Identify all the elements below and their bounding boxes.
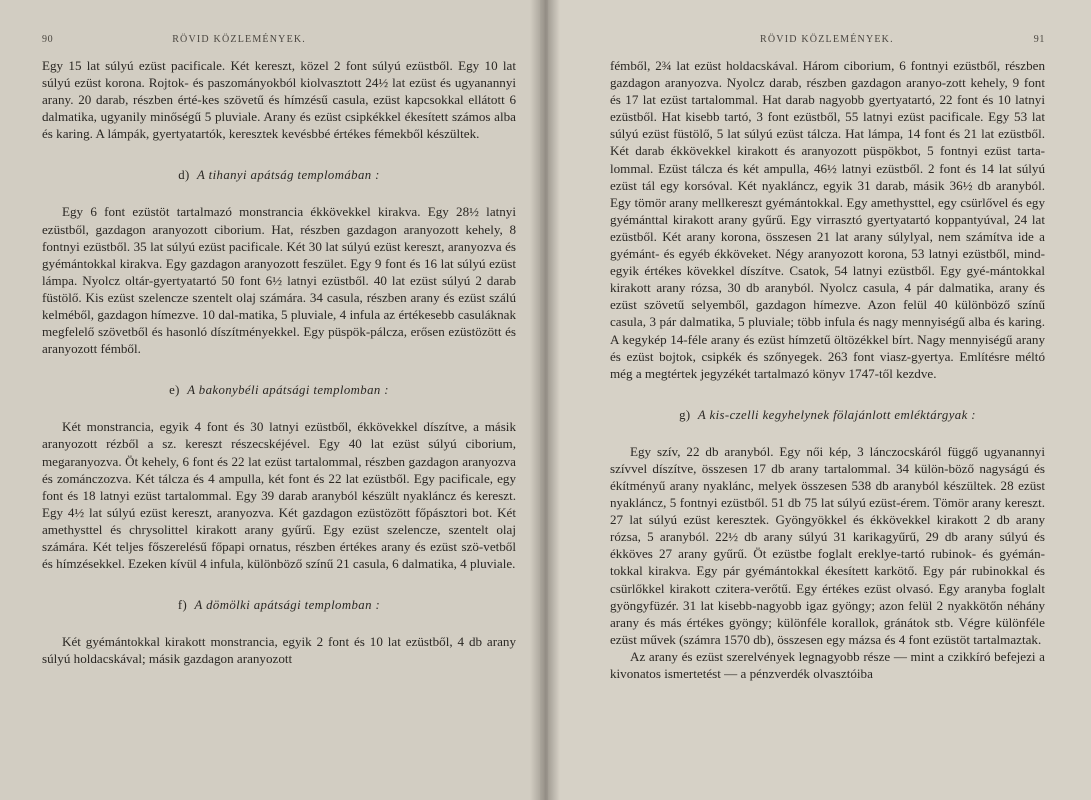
book-gutter-shadow: [530, 0, 560, 800]
right-page-header: [610, 34, 1045, 45]
section-e-heading: [42, 383, 516, 398]
right-page: [548, 0, 1091, 800]
intro-paragraph: Egy 15 lat súlyú ezüst pacificale. Két kereszt, közel 2 font súlyú ezüstből. Egy 10 lat súlyú ezüst korona. Rojtok- és paszományokból kiolvasztott 24½ lat ezüst és ugyanannyi arany. 20 darab, részben érté-kes szövetű és hímzésű casula, ezüst kapcsokkal ellátott 6 dalmatika, ugyanily minőségű 5 pluviale. Arany és ezüst csipkékkel ékesített számos alba és karing. A lámpák, gyertyatartók, keresztek kevésbbé értékes fémekből készültek.: [42, 58, 516, 142]
section-letter: d): [178, 168, 190, 183]
closing-paragraph: Az arany és ezüst szerelvények legnagyobb része — mint a czikkíró befejezi a kivonatos ismertetést — a pénzverdék olvasztóiba: [610, 648, 1045, 681]
section-g-text: Egy szív, 22 db aranyból. Egy női kép, 3 lánczocskáról függő ugyanannyi szívvel díszítve, összesen 17 db arany tartalommal. 34 külön-böző nagyságú és ékítményű arany nyaklánc, melyek összesen 538 db aranyból készültek. 28 ezüst nyakláncz, 5 fontnyi ezüstből. 51 db 75 lat súlyú ezüst-érem. Tömör arany kereszt. 27 lat súlyú ezüst keresztek. Gyöngyökkel és ékkövekkel kirakott 2 db arany rózsa, 5 aranyból. 22½ db arany súlyú 31 karikagyűrű, 29 db arany súlyú és ékköves 27 arany gyűrű. Öt ezüstbe foglalt ereklye-tartó rubinok- és gyémán-tokkal kirakva. Egy pár gyémántokkal ékesített karkötő. Egy pár rubinokkal és csürlőkkel kirakott czitera-verőtű. Egy értékes ezüst olvasó. Egy aranyba foglalt gyöngyfüzér. 31 lat kisebb-nagyobb igaz gyöngy; azon felül 2 nyakkötőn néhány arany és más értékes gyöngy; különféle korallok, gránátok stb. Végre különféle ezüst művek (számra 1570 db), összesen egy mázsa és 4 font ezüstöt tartalmaztak.: [610, 443, 1045, 647]
running-head: RÖVID KÖZLEMÉNYEK.: [172, 34, 306, 45]
left-page: [0, 0, 540, 800]
page-number: 91: [1033, 34, 1045, 45]
section-letter: g): [679, 407, 691, 422]
left-page-header: [42, 34, 516, 45]
section-title: A bakonybéli apátsági templomban :: [187, 383, 389, 398]
continued-paragraph: fémből, 2¾ lat ezüst holdacskával. Három ciborium, 6 fontnyi ezüstből, részben gazdagon aranyozva. Nyolcz darab, részben gazdagon aranyo-zott kehely, 9 font és 17 lat ezüst tartalommal. Hat darab nagyobb gyertyatartó, 22 font és 10 latnyi ezüstből. Hat kisebb tartó, 3 font ezüstből, 55 latnyi ezüst pacificale. Egy 53 lat súlyú ezüst füstölő, 5 lat súlyú ezüst tálcza. Hat lámpa, 14 font és 21 lat ezüstből. Két darab ékkövekkel kirakott és aranyozott püspökbot, 5 fontnyi ezüst tarta-lommal. Ezüst tálcza és két ampulla, 46½ latnyi ezüstből. 2 font és 14 lat súlyú ezüst tál egy korsóval. Két nyakláncz, egyik 31 darab, másik 36½ db aranyból. Egy tömör arany mellkereszt gyémántokkal. Egy amethysttel, egy csürlővel és egy gyémánttal kirakott arany gyűrű. Egy virrasztó gyertyatartó koppantyúval, 24 lat ezüstből. Két arany korona, összesen 21 lat arany súlylyal, nem számítva ide a gyémánt- és egyéb ékköveket. Négy aranyozott korona, 53 latnyi ezüstből, mind-egyik értékes kövekkel díszítve. Csatok, 54 latnyi ezüstből. Egy gyé-mántokkal kirakott arany rózsa, 30 db aranyból. Nyolcz casula, 4 pár dalmatika, arany és ezüst szövetű selyemből, gazdagon hímezve. Azon felül 40 különböző színű casula, 3 pár dalmatika, 5 pluviale; több infula és nagy mennyiségű alba és karing. A kegykép 14-féle arany és ezüst hímzetű öltözékkel bírt. Nagy mennyiségű arany és ezüst bojtok, csipkék és szőnyegek. 263 font viasz-gyertya. Említésre méltó még a megtértek jegyzékét tartalmazó könyv 1747-től kezdve.: [610, 58, 1045, 381]
section-d-heading: [42, 168, 516, 183]
section-d-text: Egy 6 font ezüstöt tartalmazó monstrancia ékkövekkel kirakva. Egy 28½ latnyi ezüstből, gazdagon aranyozott ciborium. Hat, részben gazdagon aranyozott kehely, 8 fontnyi ezüstből. 35 lat súlyú ezüst pacificale. Két 30 lat súlyú ezüst kereszt, aranyozva és gyémántokkal kirakva. Egy gazdagon aranyozott feszület. Egy 9 font és 16 lat súlyú ezüst lámpa. Nyolcz oltár-gyertyatartó 50 font 6½ latnyi ezüstből. 40 lat ezüst súlyú 2 darab füstölő. Kis ezüst szelencze szentelt olaj számára. 34 casula, részben arany és ezüst szálú kelméből, gazdagon hímezve. 10 dal-matika, 5 pluviale, 4 infula az értékesebb casuláknak megfelelő szövetből és hasonló díszítményekkel. Egy püspök-pálcza, erősen ezüstözött és aranyozott fémből.: [42, 204, 516, 357]
running-head: RÖVID KÖZLEMÉNYEK.: [760, 34, 894, 45]
section-letter: f): [177, 598, 188, 613]
section-g-heading: [610, 408, 1045, 423]
section-f-text: Két gyémántokkal kirakott monstrancia, egyik 2 font és 10 lat ezüstből, 4 db arany súlyú holdacskával; másik gazdagon aranyozott: [42, 634, 516, 667]
section-letter: e): [169, 383, 180, 398]
section-title: A tihanyi apátság templomában :: [197, 168, 380, 183]
page-number: 90: [42, 34, 54, 45]
section-f-heading: [42, 598, 516, 613]
section-title: A dömölki apátsági templomban :: [194, 598, 381, 613]
section-title: A kis-czelli kegyhelynek fölajánlott emléktárgyak :: [697, 407, 976, 422]
section-e-text: Két monstrancia, egyik 4 font és 30 latnyi ezüstből, ékkövekkel díszítve, a másik aranyozott rézből a sz. kereszt részecskéjével. Egy 40 lat ezüst súlyú ciborium, megaranyozva. Öt kehely, 6 font és 22 lat ezüst tartalommal, részben gazdagon aranyozva és zománczozva. Két tálcza és 4 ampulla, két font és 22 lat ezüstből. Egy pacificale, egy font és 18 latnyi ezüst tartalommal. Egy 39 darab aranyból készült nyakláncz és kereszt. Egy 4½ lat súlyú ezüst kereszt, aranyozva. Két gazdagon ezüstözött főpásztori bot. Két amethysttel és chrysolittel kirakott arany gyűrű. Egy ezüst szelencze, szentelt olaj számára. Két teljes főszerelésű főpapi ornatus, részben értékes arany és ezüst szö-vetből és hímzésekkel. Ezeken kívül 4 infula, különböző színű 21 casula, 6 dalmatika, 4 pluviale.: [42, 419, 516, 572]
